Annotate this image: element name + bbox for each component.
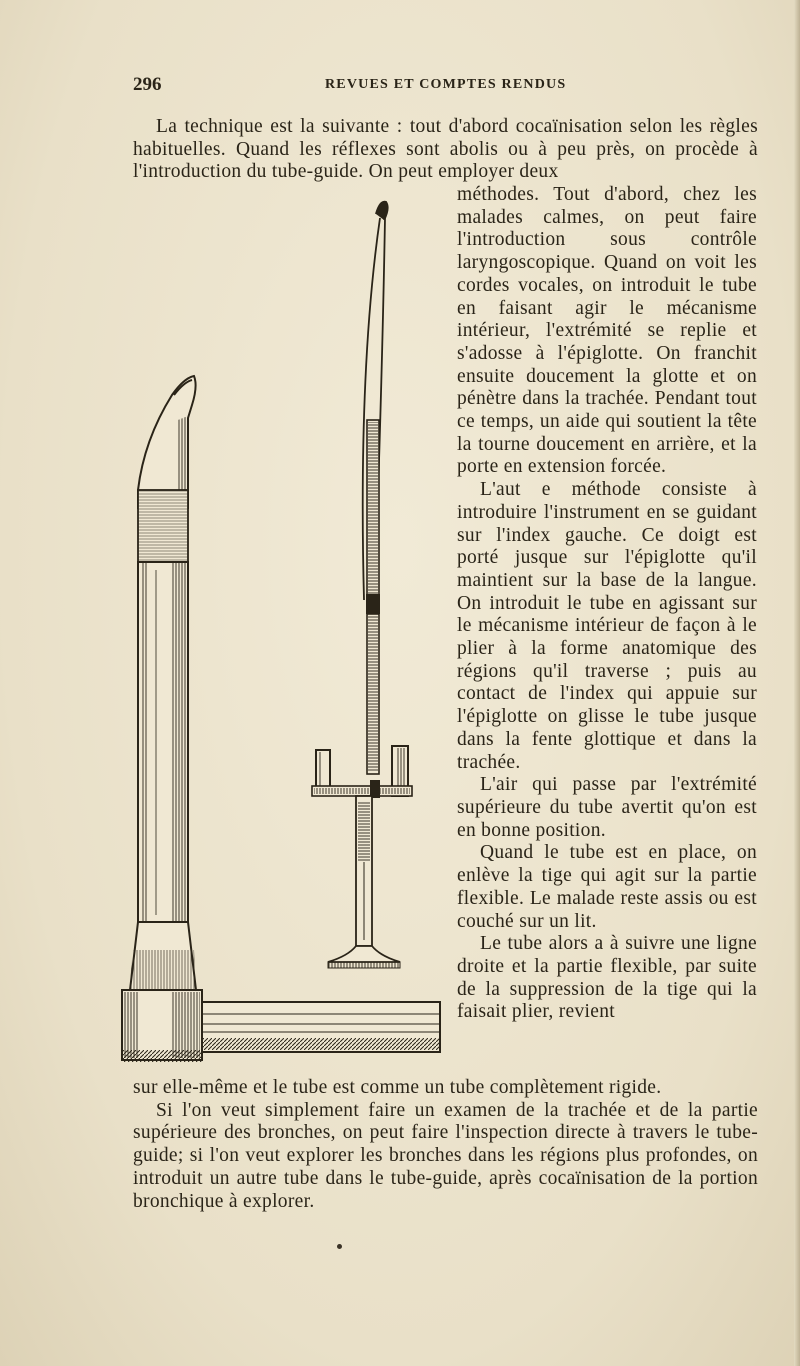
ink-speck [337,1244,342,1249]
column-paragraph: Le tube alors a à suivre une ligne droite et la partie flexible, par suite de la suppression de la tige qui la faisait plier, revient [457,933,757,1023]
column-paragraph: méthodes. Tout d'abord, chez les malades calmes, on peut faire l'introduction sous contrôle laryngoscopique. Quand on voit les cordes vocales, on introduit le tube en faisant agir le mécanisme intérieur, l'extrémité se replie et s'adosse à l'épiglotte. On franchit ensuite doucement la glotte et on pénètre dans la trachée. Pendant tout ce temps, un aide qui soutient la tête la tourne doucement en arrière, et la porte en extension forcée. [457,184,757,478]
tail-paragraph: Si l'on veut simplement faire un examen de la trachée et de la partie supérieure des bronches, on peut faire l'inspection directe à travers le tube-guide; si l'on veut explorer les bronches dans les régions plus profondes, on introduit un autre tube dans le tube-guide, après cocaïnisation de la portion bronchique à explorer. [133,1099,758,1212]
column-paragraph: Quand le tube est en place, on enlève la tige qui agit sur la partie flexible. Le malade reste assis ou est couché sur un lit. [457,842,757,932]
column-text [457,184,757,1024]
tail-paragraph: sur elle-même et le tube est comme un tube complètement rigide. [133,1077,662,1098]
instrument-engraving [112,190,452,1080]
column-paragraph: L'aut e méthode consiste à introduire l'instrument en se guidant sur l'index gauche. Ce doigt est porté jusque sur l'épiglotte qu'il maintient sur la base de la langue. On introduit le tube en agissant sur le mécanisme intérieur de façon à le plier à la forme anatomique des régions qu'il traverse ; puis au contact de l'index qui appuie sur l'épiglotte on glisse le tube jusque dans la fente glottique et dans la trachée. [457,479,757,773]
running-head [133,74,753,98]
intro-paragraph: La technique est la suivante : tout d'abord cocaïnisation selon les règles habituelles. Quand les réflexes sont abolis ou à peu près, on procède à l'introduction du tube-guide. On peut employer deux [133,116,758,183]
page-number: 296 [133,74,162,95]
running-title: REVUES ET COMPTES RENDUS [325,77,567,92]
page-edge [794,0,800,1366]
tube-guide-illustration [112,190,452,1080]
tail-text [133,1077,758,1213]
column-paragraph: L'air qui passe par l'extrémité supérieure du tube avertit qu'on est en bonne position. [457,774,757,841]
